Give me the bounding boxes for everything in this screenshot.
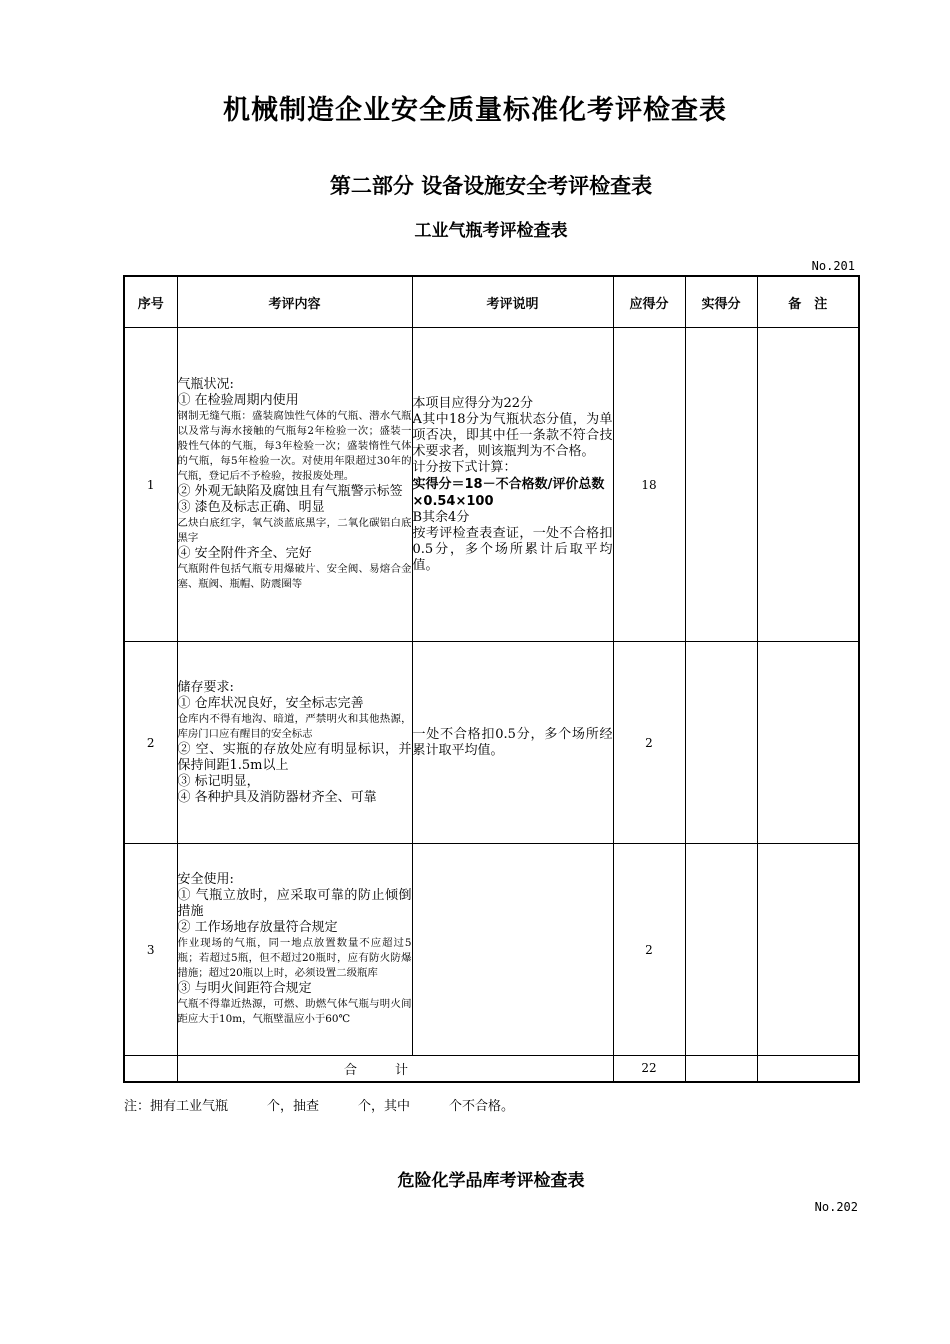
footnote: 注：拥有工业气瓶 个，抽查 个，其中 个不合格。	[124, 1099, 515, 1114]
total-due-score: 22	[613, 1056, 685, 1082]
item-text: 储存要求:	[177, 679, 234, 695]
item-text: ① 仓库状况良好，安全标志完善	[177, 695, 364, 711]
detail-text: 气瓶附件包括气瓶专用爆破片、安全阀、易熔合金塞、瓶阀、瓶帽、防震圈等	[177, 563, 412, 590]
detail-text: 作业现场的气瓶，同一地点放置数量不应超过5瓶；若超过5瓶，但不超过20瓶时，应有防火防爆措施；超过20瓶以上时，必须设置二级瓶库	[177, 937, 412, 979]
row-due-score: 18	[613, 328, 685, 642]
item-text: 一处不合格扣0.5分，多个场所经累计取平均值。	[412, 726, 613, 758]
next-document-number: No.202	[814, 1200, 858, 1214]
row-number: 1	[124, 328, 177, 642]
item-text: ② 工作场地存放量符合规定	[177, 920, 338, 935]
row-note	[412, 328, 613, 642]
next-table-title: 危险化学品库考评检查表	[397, 1171, 585, 1191]
row-content	[177, 328, 412, 642]
item-text: ① 气瓶立放时，应采取可靠的防止倾倒措施	[177, 888, 412, 919]
item-text: 安全使用:	[177, 872, 234, 887]
inspection-table	[123, 275, 860, 1083]
row-remark[interactable]	[757, 844, 859, 1056]
table-row	[124, 328, 859, 642]
total-row	[124, 1056, 859, 1082]
row-note	[412, 844, 613, 1056]
row-remark[interactable]	[757, 328, 859, 642]
item-text: 计分按下式计算：	[412, 459, 517, 475]
total-seq-cell	[124, 1056, 177, 1082]
part-title: 第二部分 设备设施安全考评检查表	[329, 174, 653, 198]
row-content	[177, 844, 412, 1056]
row-actual-score[interactable]	[685, 844, 757, 1056]
table-title: 工业气瓶考评检查表	[414, 221, 568, 241]
total-remark[interactable]	[757, 1056, 859, 1082]
row-due-score: 2	[613, 844, 685, 1056]
header-due-score: 应得分	[613, 276, 685, 328]
item-text: ③ 漆色及标志正确、明显	[177, 500, 325, 515]
total-label: 合计	[177, 1056, 613, 1082]
row-actual-score[interactable]	[685, 328, 757, 642]
header-content: 考评内容	[177, 276, 412, 328]
table-row	[124, 844, 859, 1056]
row-number: 3	[124, 844, 177, 1056]
table-row	[124, 642, 859, 844]
document-number: No.201	[811, 259, 855, 273]
item-text: ② 外观无缺陷及腐蚀且有气瓶警示标签	[177, 484, 403, 499]
item-text: ② 空、实瓶的存放处应有明显标识，并保持间距1.5m以上	[177, 741, 412, 773]
item-text: ① 在检验周期内使用	[177, 393, 299, 408]
item-text: 实得分＝18－不合格数/评价总数×0.54×100	[412, 476, 605, 509]
header-actual-score: 实得分	[685, 276, 757, 328]
header-seq: 序号	[124, 276, 177, 328]
item-text: 气瓶状况:	[177, 377, 234, 392]
item-text: ④ 各种护具及消防器材齐全、可靠	[177, 789, 377, 805]
total-actual-score[interactable]	[685, 1056, 757, 1082]
item-text: B其余4分	[412, 509, 470, 525]
header-remark: 备 注	[757, 276, 859, 328]
row-number: 2	[124, 642, 177, 844]
row-actual-score[interactable]	[685, 642, 757, 844]
item-text: ③ 与明火间距符合规定	[177, 981, 312, 996]
item-text: ③ 标记明显，	[177, 773, 260, 789]
row-note	[412, 642, 613, 844]
row-due-score: 2	[613, 642, 685, 844]
item-text: 按考评检查表查证，一处不合格扣0.5分，多个场所累计后取平均值。	[412, 525, 613, 573]
item-text: ④ 安全附件齐全、完好	[177, 546, 312, 561]
item-text: A其中18分为气瓶状态分值，为单项否决，即其中任一条款不符合技术要求者，则该瓶判为不合格。	[412, 411, 613, 459]
header-note: 考评说明	[412, 276, 613, 328]
table-header-row	[124, 276, 859, 328]
document-title: 机械制造企业安全质量标准化考评检查表	[223, 95, 727, 126]
row-content	[177, 642, 412, 844]
detail-text: 仓库内不得有地沟、暗道，严禁明火和其他热源，库房门口应有醒目的安全标志	[177, 712, 412, 740]
detail-text: 气瓶不得靠近热源，可燃、助燃气体气瓶与明火间距应大于10m，气瓶壁温应小于60℃	[177, 998, 412, 1025]
detail-text: 钢制无缝气瓶：盛装腐蚀性气体的气瓶、潜水气瓶以及常与海水接触的气瓶每2年检验一次；盛装一般性气体的气瓶，每3年检验一次；盛装惰性气体的气瓶，每5年检验一次。对使用年限超过30年的气瓶，登记后不予检验，按报废处理。	[177, 410, 412, 482]
row-remark[interactable]	[757, 642, 859, 844]
detail-text: 乙炔白底红字，氧气淡蓝底黑字，二氧化碳铝白底黑字	[177, 517, 412, 544]
item-text: 本项目应得分为22分	[412, 395, 534, 411]
